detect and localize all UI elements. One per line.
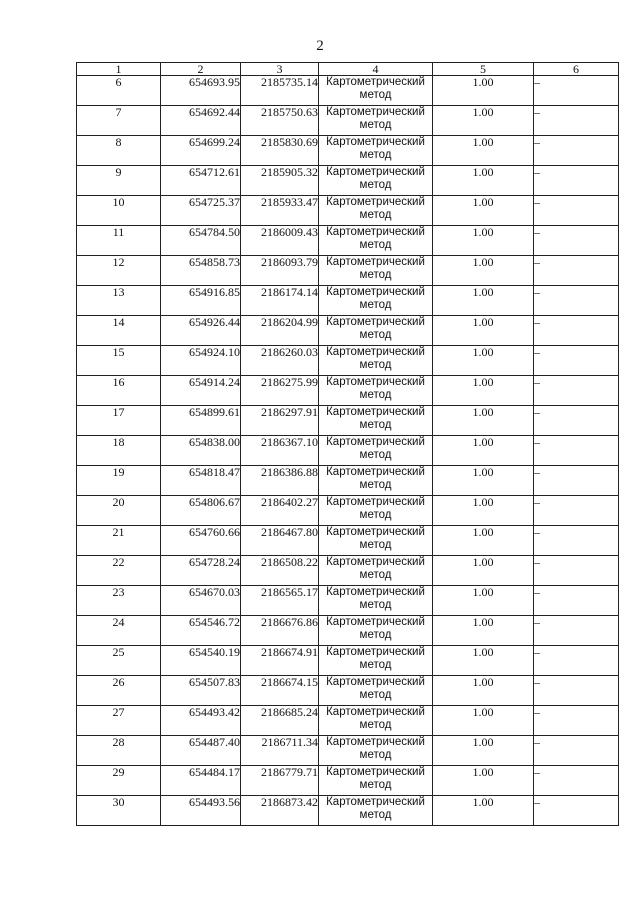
table-row [77,766,619,796]
y-coordinate-cell: 2185933.47 [241,196,319,226]
accuracy-cell: 1.00 [433,76,534,106]
y-coordinate-cell: 2185750.63 [241,106,319,136]
x-coordinate-cell: 654924.10 [161,346,241,376]
table-row [77,496,619,526]
note-cell: – [534,316,619,346]
table-row [77,736,619,766]
x-coordinate-cell: 654487.40 [161,736,241,766]
accuracy-cell: 1.00 [433,556,534,586]
method-cell: Картометрический метод [319,166,433,196]
accuracy-cell: 1.00 [433,346,534,376]
x-coordinate-cell: 654728.24 [161,556,241,586]
point-number-cell: 18 [77,436,161,466]
y-coordinate-cell: 2186009.43 [241,226,319,256]
note-cell: – [534,226,619,256]
x-coordinate-cell: 654838.00 [161,436,241,466]
point-number-cell: 6 [77,76,161,106]
x-coordinate-cell: 654484.17 [161,766,241,796]
table-header [77,63,619,76]
y-coordinate-cell: 2185830.69 [241,136,319,166]
table-row [77,346,619,376]
note-cell: – [534,586,619,616]
table-row [77,526,619,556]
table-row [77,76,619,106]
table-row [77,286,619,316]
point-number-cell: 27 [77,706,161,736]
y-coordinate-cell: 2186711.34 [241,736,319,766]
table-row [77,106,619,136]
point-number-cell: 11 [77,226,161,256]
x-coordinate-cell: 654926.44 [161,316,241,346]
y-coordinate-cell: 2186174.14 [241,286,319,316]
note-cell: – [534,766,619,796]
x-coordinate-cell: 654693.95 [161,76,241,106]
method-cell: Картометрический метод [319,646,433,676]
page-number: 2 [316,38,324,54]
accuracy-cell: 1.00 [433,106,534,136]
point-number-cell: 7 [77,106,161,136]
point-number-cell: 9 [77,166,161,196]
accuracy-cell: 1.00 [433,226,534,256]
accuracy-cell: 1.00 [433,406,534,436]
note-cell: – [534,706,619,736]
method-cell: Картометрический метод [319,796,433,826]
method-cell: Картометрический метод [319,466,433,496]
point-number-cell: 8 [77,136,161,166]
accuracy-cell: 1.00 [433,166,534,196]
table-row [77,436,619,466]
table-row [77,256,619,286]
point-number-cell: 22 [77,556,161,586]
point-number-cell: 26 [77,676,161,706]
x-coordinate-cell: 654493.42 [161,706,241,736]
point-number-cell: 19 [77,466,161,496]
table-row [77,226,619,256]
point-number-cell: 10 [77,196,161,226]
accuracy-cell: 1.00 [433,376,534,406]
accuracy-cell: 1.00 [433,706,534,736]
x-coordinate-cell: 654914.24 [161,376,241,406]
y-coordinate-cell: 2186260.03 [241,346,319,376]
accuracy-cell: 1.00 [433,286,534,316]
table-row [77,166,619,196]
method-cell: Картометрический метод [319,226,433,256]
x-coordinate-cell: 654818.47 [161,466,241,496]
header-row [77,63,619,76]
method-cell: Картометрический метод [319,256,433,286]
accuracy-cell: 1.00 [433,766,534,796]
point-number-cell: 12 [77,256,161,286]
table-row [77,136,619,166]
accuracy-cell: 1.00 [433,526,534,556]
point-number-cell: 30 [77,796,161,826]
method-cell: Картометрический метод [319,76,433,106]
note-cell: – [534,646,619,676]
x-coordinate-cell: 654712.61 [161,166,241,196]
y-coordinate-cell: 2186386.88 [241,466,319,496]
point-number-cell: 14 [77,316,161,346]
y-coordinate-cell: 2186093.79 [241,256,319,286]
method-cell: Картометрический метод [319,436,433,466]
x-coordinate-cell: 654540.19 [161,646,241,676]
note-cell: – [534,526,619,556]
table-row [77,196,619,226]
table-row [77,466,619,496]
y-coordinate-cell: 2186674.15 [241,676,319,706]
note-cell: – [534,346,619,376]
x-coordinate-cell: 654546.72 [161,616,241,646]
note-cell: – [534,496,619,526]
point-number-cell: 16 [77,376,161,406]
y-coordinate-cell: 2185905.32 [241,166,319,196]
note-cell: – [534,166,619,196]
method-cell: Картометрический метод [319,286,433,316]
table-body [77,76,619,826]
y-coordinate-cell: 2186275.99 [241,376,319,406]
accuracy-cell: 1.00 [433,676,534,706]
x-coordinate-cell: 654670.03 [161,586,241,616]
x-coordinate-cell: 654692.44 [161,106,241,136]
note-cell: – [534,676,619,706]
method-cell: Картометрический метод [319,406,433,436]
point-number-cell: 15 [77,346,161,376]
point-number-cell: 23 [77,586,161,616]
y-coordinate-cell: 2186508.22 [241,556,319,586]
x-coordinate-cell: 654760.66 [161,526,241,556]
accuracy-cell: 1.00 [433,136,534,166]
header-cell-4: 4 [319,63,433,76]
accuracy-cell: 1.00 [433,736,534,766]
table-row [77,646,619,676]
accuracy-cell: 1.00 [433,646,534,676]
note-cell: – [534,376,619,406]
point-number-cell: 21 [77,526,161,556]
header-cell-6: 6 [534,63,619,76]
x-coordinate-cell: 654725.37 [161,196,241,226]
table-row [77,316,619,346]
y-coordinate-cell: 2186676.86 [241,616,319,646]
method-cell: Картометрический метод [319,376,433,406]
y-coordinate-cell: 2186779.71 [241,766,319,796]
point-number-cell: 13 [77,286,161,316]
header-cell-1: 1 [77,63,161,76]
note-cell: – [534,76,619,106]
method-cell: Картометрический метод [319,736,433,766]
y-coordinate-cell: 2186467.80 [241,526,319,556]
note-cell: – [534,556,619,586]
table-row [77,676,619,706]
y-coordinate-cell: 2186674.91 [241,646,319,676]
method-cell: Картометрический метод [319,556,433,586]
table-row [77,556,619,586]
accuracy-cell: 1.00 [433,586,534,616]
y-coordinate-cell: 2186204.99 [241,316,319,346]
point-number-cell: 17 [77,406,161,436]
header-cell-5: 5 [433,63,534,76]
accuracy-cell: 1.00 [433,316,534,346]
accuracy-cell: 1.00 [433,436,534,466]
x-coordinate-cell: 654916.85 [161,286,241,316]
method-cell: Картометрический метод [319,526,433,556]
method-cell: Картометрический метод [319,136,433,166]
table-row [77,616,619,646]
note-cell: – [534,286,619,316]
x-coordinate-cell: 654699.24 [161,136,241,166]
point-number-cell: 28 [77,736,161,766]
y-coordinate-cell: 2186685.24 [241,706,319,736]
note-cell: – [534,406,619,436]
x-coordinate-cell: 654858.73 [161,256,241,286]
method-cell: Картометрический метод [319,616,433,646]
note-cell: – [534,466,619,496]
x-coordinate-cell: 654899.61 [161,406,241,436]
note-cell: – [534,106,619,136]
accuracy-cell: 1.00 [433,616,534,646]
note-cell: – [534,436,619,466]
method-cell: Картометрический метод [319,106,433,136]
table-row [77,706,619,736]
method-cell: Картометрический метод [319,316,433,346]
y-coordinate-cell: 2185735.14 [241,76,319,106]
method-cell: Картометрический метод [319,586,433,616]
point-number-cell: 20 [77,496,161,526]
accuracy-cell: 1.00 [433,796,534,826]
method-cell: Картометрический метод [319,766,433,796]
point-number-cell: 29 [77,766,161,796]
y-coordinate-cell: 2186367.10 [241,436,319,466]
y-coordinate-cell: 2186297.91 [241,406,319,436]
table-row [77,406,619,436]
method-cell: Картометрический метод [319,196,433,226]
accuracy-cell: 1.00 [433,256,534,286]
accuracy-cell: 1.00 [433,196,534,226]
x-coordinate-cell: 654507.83 [161,676,241,706]
y-coordinate-cell: 2186402.27 [241,496,319,526]
y-coordinate-cell: 2186873.42 [241,796,319,826]
table-row [77,796,619,826]
coordinates-table [76,62,619,826]
x-coordinate-cell: 654784.50 [161,226,241,256]
table-row [77,586,619,616]
header-cell-2: 2 [161,63,241,76]
point-number-cell: 24 [77,616,161,646]
table-row [77,376,619,406]
note-cell: – [534,196,619,226]
note-cell: – [534,616,619,646]
point-number-cell: 25 [77,646,161,676]
header-cell-3: 3 [241,63,319,76]
accuracy-cell: 1.00 [433,496,534,526]
method-cell: Картометрический метод [319,496,433,526]
note-cell: – [534,796,619,826]
method-cell: Картометрический метод [319,706,433,736]
x-coordinate-cell: 654493.56 [161,796,241,826]
note-cell: – [534,136,619,166]
note-cell: – [534,736,619,766]
x-coordinate-cell: 654806.67 [161,496,241,526]
note-cell: – [534,256,619,286]
accuracy-cell: 1.00 [433,466,534,496]
method-cell: Картометрический метод [319,676,433,706]
y-coordinate-cell: 2186565.17 [241,586,319,616]
method-cell: Картометрический метод [319,346,433,376]
